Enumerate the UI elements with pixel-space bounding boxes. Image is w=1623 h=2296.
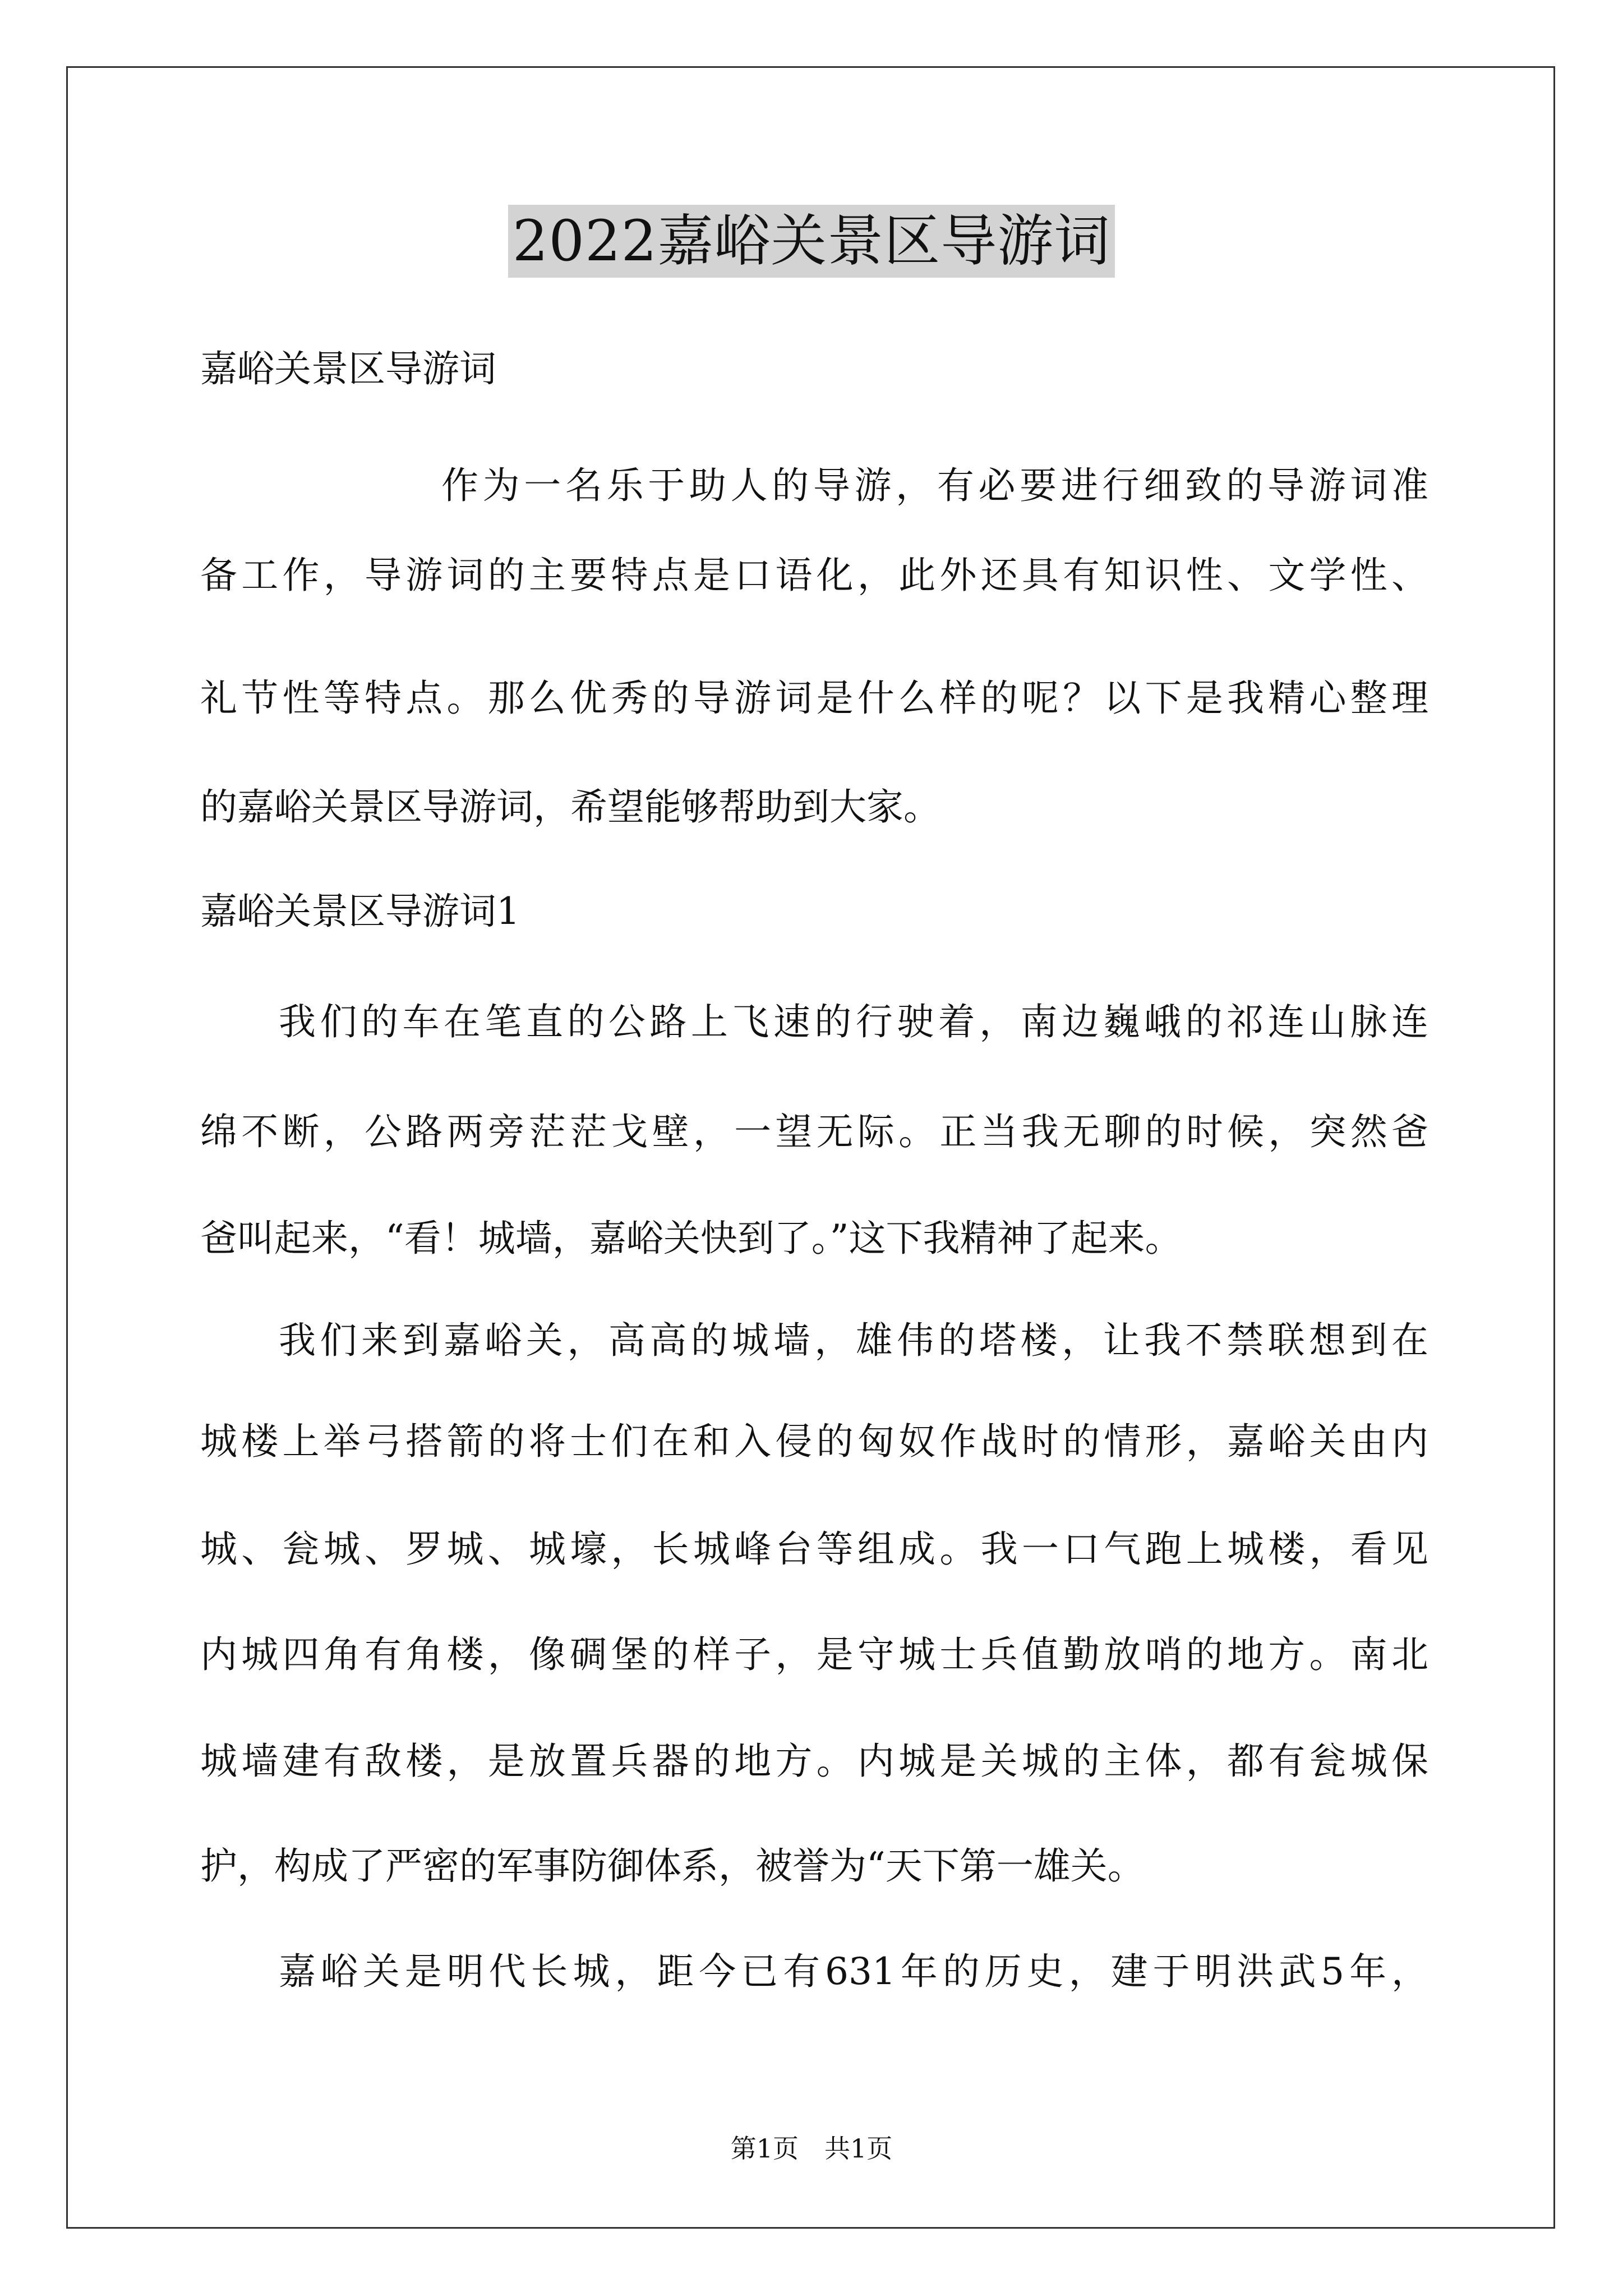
paragraph-line: 内城四角有角楼，像碉堡的样子，是守城士兵值勤放哨的地方。南北 bbox=[200, 1633, 1428, 1676]
paragraph-line: 礼节性等特点。那么优秀的导游词是什么样的呢？以下是我精心整理 bbox=[200, 677, 1428, 720]
paragraph-line: 嘉峪关是明代长城，距今已有631年的历史，建于明洪武5年， bbox=[279, 1950, 1428, 1993]
paragraph-line: 护，构成了严密的军事防御体系，被誉为“天下第一雄关。 bbox=[200, 1844, 1145, 1888]
paragraph-line: 我们的车在笔直的公路上飞速的行驶着，南边巍峨的祁连山脉连 bbox=[279, 1000, 1428, 1043]
paragraph-line: 城楼上举弓搭箭的将士们在和入侵的匈奴作战时的情形，嘉峪关由内 bbox=[200, 1420, 1428, 1463]
paragraph-line: 城、瓮城、罗城、城壕，长城峰台等组成。我一口气跑上城楼，看见 bbox=[200, 1527, 1428, 1571]
paragraph-line: 城墙建有敌楼，是放置兵器的地方。内城是关城的主体，都有瓮城保 bbox=[200, 1740, 1428, 1783]
subtitle-line: 嘉峪关景区导游词 bbox=[200, 347, 496, 390]
paragraph-line: 绵不断，公路两旁茫茫戈壁，一望无际。正当我无聊的时候，突然爸 bbox=[200, 1110, 1428, 1153]
paragraph-line: 备工作，导游词的主要特点是口语化，此外还具有知识性、文学性、 bbox=[200, 554, 1428, 597]
paragraph-line: 我们来到嘉峪关，高高的城墙，雄伟的塔楼，让我不禁联想到在 bbox=[279, 1319, 1428, 1362]
paragraph-line: 爸叫起来，“看！城墙，嘉峪关快到了。”这下我精神了起来。 bbox=[200, 1217, 1182, 1260]
document-title: 2022嘉峪关景区导游词 bbox=[508, 205, 1115, 278]
page-footer: 第1页 共1页 bbox=[730, 2133, 893, 2164]
paragraph-line: 的嘉峪关景区导游词，希望能够帮助到大家。 bbox=[200, 785, 940, 829]
title-container bbox=[0, 205, 1623, 278]
paragraph-line: 作为一名乐于助人的导游，有必要进行细致的导游词准 bbox=[441, 464, 1428, 507]
section-heading: 嘉峪关景区导游词1 bbox=[200, 890, 520, 933]
